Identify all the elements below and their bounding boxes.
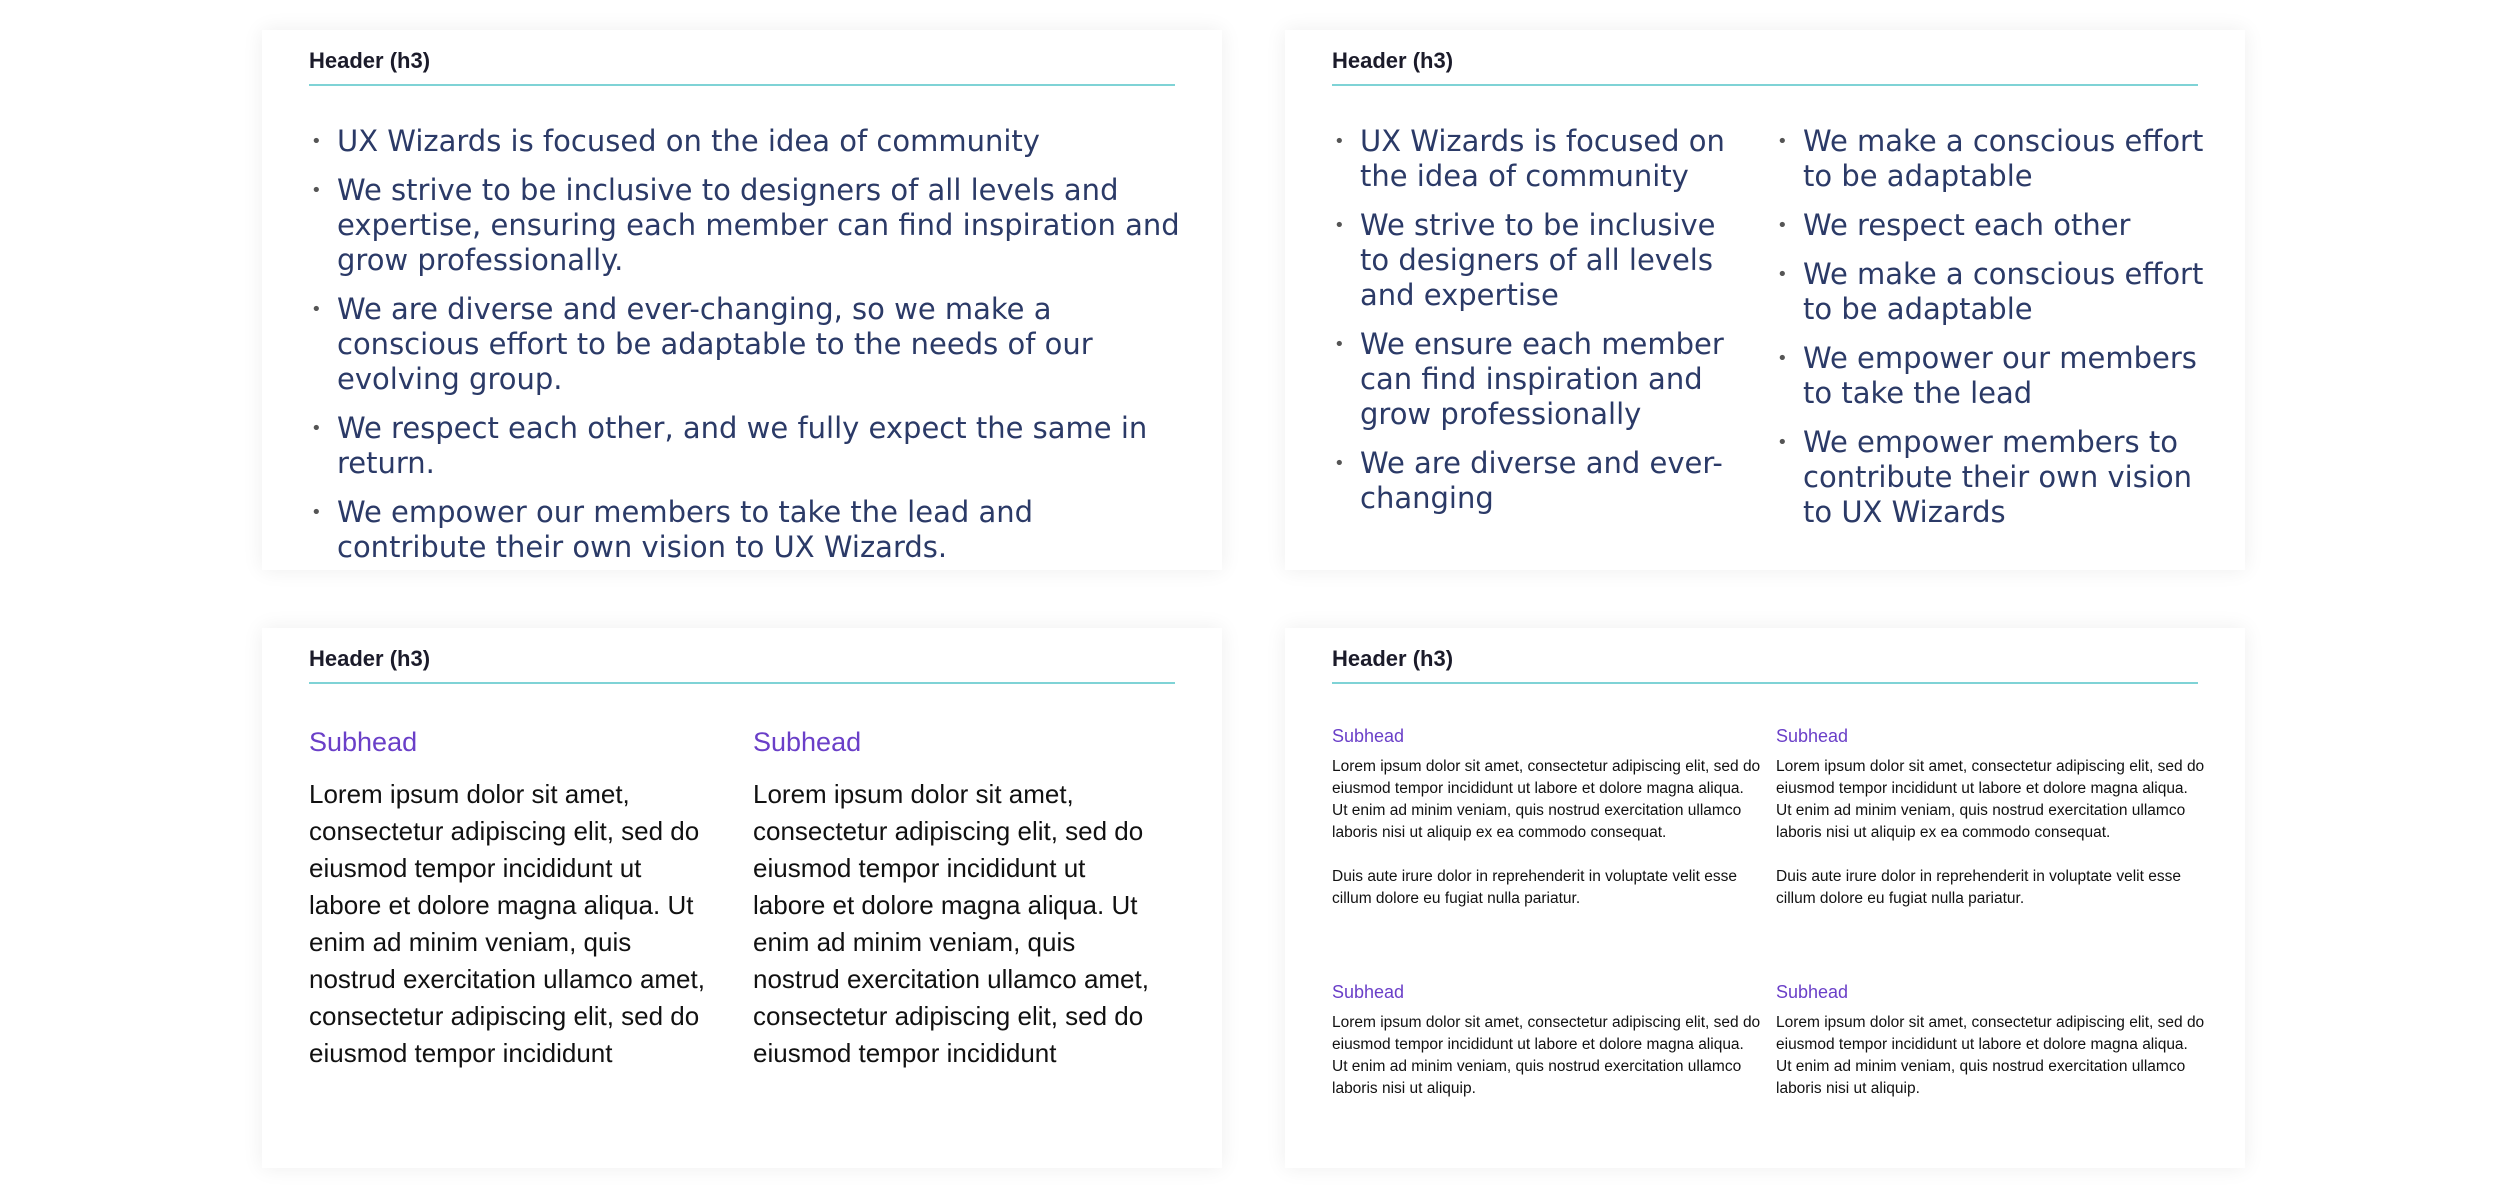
bullet-text: We are diverse and ever-changing, so we make a conscious effort to be adaptable to the needs of our evolving group. [337,292,1093,396]
bullet-text: We empower members to contribute their own vision to UX Wizards [1803,425,2192,529]
paragraph: Duis aute irure dolor in reprehenderit in voluptate velit esse cillum dolore eu fugiat nulla pariatur. [1776,868,2181,907]
bullet-text: We ensure each member can find inspiration and grow professionally [1360,327,1724,431]
header-divider [309,84,1175,86]
list-item [309,124,1189,159]
bullet-text: We respect each other, and we fully expect the same in return. [337,411,1148,480]
bullet-list-right [1775,124,2205,544]
paragraph: Lorem ipsum dolor sit amet, consectetur adipiscing elit, sed do eiusmod tempor incididunt ut labore et dolore magna aliqua. Ut enim ad minim veniam, quis nostrud exercitation ullamco laboris nisi ut aliquip. [1332,1014,1761,1097]
text-block [1332,980,1762,1100]
text-block [1776,980,2206,1100]
bullet-list [309,124,1189,579]
bullet-icon: • [311,418,322,439]
list-item [1332,446,1752,516]
bullet-icon: • [1334,453,1345,474]
card-bullets-two-column [1285,30,2245,570]
bullet-icon: • [1777,348,1788,369]
body-text: Lorem ipsum dolor sit amet, consectetur adipiscing elit, sed do eiusmod tempor incididunt ut labore et dolore magna aliqua. Ut enim ad minim veniam, quis nostrud exercitation ullamco amet, consectetur adipiscing elit, sed do eiusmod tempor incididunt [309,779,705,1068]
paragraph: Lorem ipsum dolor sit amet, consectetur adipiscing elit, sed do eiusmod tempor incididunt ut labore et dolore magna aliqua. Ut enim ad minim veniam, quis nostrud exercitation ullamco laboris nisi ut aliquip. [1776,1014,2205,1097]
card-four-blocks [1285,628,2245,1168]
paragraph: Duis aute irure dolor in reprehenderit in voluptate velit esse cillum dolore eu fugiat nulla pariatur. [1332,868,1737,907]
bullet-icon: • [1334,334,1345,355]
body-text [1332,756,1762,910]
subhead: Subhead [753,727,862,757]
bullet-list-left [1332,124,1752,530]
subhead: Subhead [1776,726,1849,746]
bullet-text: We make a conscious effort to be adaptable [1803,124,2204,193]
list-item [1775,341,2205,411]
list-item [309,173,1189,278]
paragraph: Lorem ipsum dolor sit amet, consectetur adipiscing elit, sed do eiusmod tempor incididunt ut labore et dolore magna aliqua. Ut enim ad minim veniam, quis nostrud exercitation ullamco laboris nisi ut aliquip ex ea commodo consequat. [1776,758,2205,841]
bullet-text: We strive to be inclusive to designers of all levels and expertise [1360,208,1716,312]
list-item [1775,124,2205,194]
bullet-text: We empower our members to take the lead and contribute their own vision to UX Wizards. [337,495,1034,564]
text-block [1332,724,1762,910]
bullet-icon: • [1334,131,1345,152]
bullet-icon: • [1777,215,1788,236]
card-header: Header (h3) [309,48,431,73]
body-text: Lorem ipsum dolor sit amet, consectetur adipiscing elit, sed do eiusmod tempor incididunt ut labore et dolore magna aliqua. Ut enim ad minim veniam, quis nostrud exercitation ullamco amet, consectetur adipiscing elit, sed do eiusmod tempor incididunt [753,779,1149,1068]
card-two-column-text [262,628,1222,1168]
card-bullets-single [262,30,1222,570]
bullet-icon: • [1777,131,1788,152]
list-item [1775,257,2205,327]
bullet-text: We respect each other [1803,208,2131,242]
list-item [309,495,1189,565]
list-item [1332,124,1752,194]
list-item [1775,425,2205,530]
subhead: Subhead [1332,982,1405,1002]
header-divider [1332,682,2198,684]
card-header: Header (h3) [1332,646,1454,671]
text-block [1776,724,2206,910]
list-item [1775,208,2205,243]
card-header: Header (h3) [1332,48,1454,73]
bullet-text: We empower our members to take the lead [1803,341,2197,410]
subhead: Subhead [1332,726,1405,746]
list-item [1332,327,1752,432]
list-item [309,292,1189,397]
body-text [1776,756,2206,910]
bullet-text: We strive to be inclusive to designers of all levels and expertise, ensuring each member can find inspiration and grow professionally. [337,173,1180,277]
subhead: Subhead [1776,982,1849,1002]
paragraph: Lorem ipsum dolor sit amet, consectetur adipiscing elit, sed do eiusmod tempor incididunt ut labore et dolore magna aliqua. Ut enim ad minim veniam, quis nostrud exercitation ullamco laboris nisi ut aliquip ex ea commodo consequat. [1332,758,1761,841]
header-divider [1332,84,2198,86]
list-item [309,411,1189,481]
subhead: Subhead [309,727,418,757]
bullet-icon: • [1777,432,1788,453]
bullet-text: UX Wizards is focused on the idea of community [1360,124,1725,193]
bullet-text: We make a conscious effort to be adaptable [1803,257,2204,326]
bullet-icon: • [1777,264,1788,285]
body-text [1776,1012,2206,1100]
text-column [309,726,719,1072]
bullet-icon: • [1334,215,1345,236]
body-text [1332,1012,1762,1100]
bullet-icon: • [311,299,322,320]
bullet-text: UX Wizards is focused on the idea of community [337,124,1040,158]
card-header: Header (h3) [309,646,431,671]
header-divider [309,682,1175,684]
bullet-icon: • [311,131,322,152]
bullet-text: We are diverse and ever-changing [1360,446,1723,515]
text-column [753,726,1163,1072]
list-item [1332,208,1752,313]
bullet-icon: • [311,502,322,523]
bullet-icon: • [311,180,322,201]
